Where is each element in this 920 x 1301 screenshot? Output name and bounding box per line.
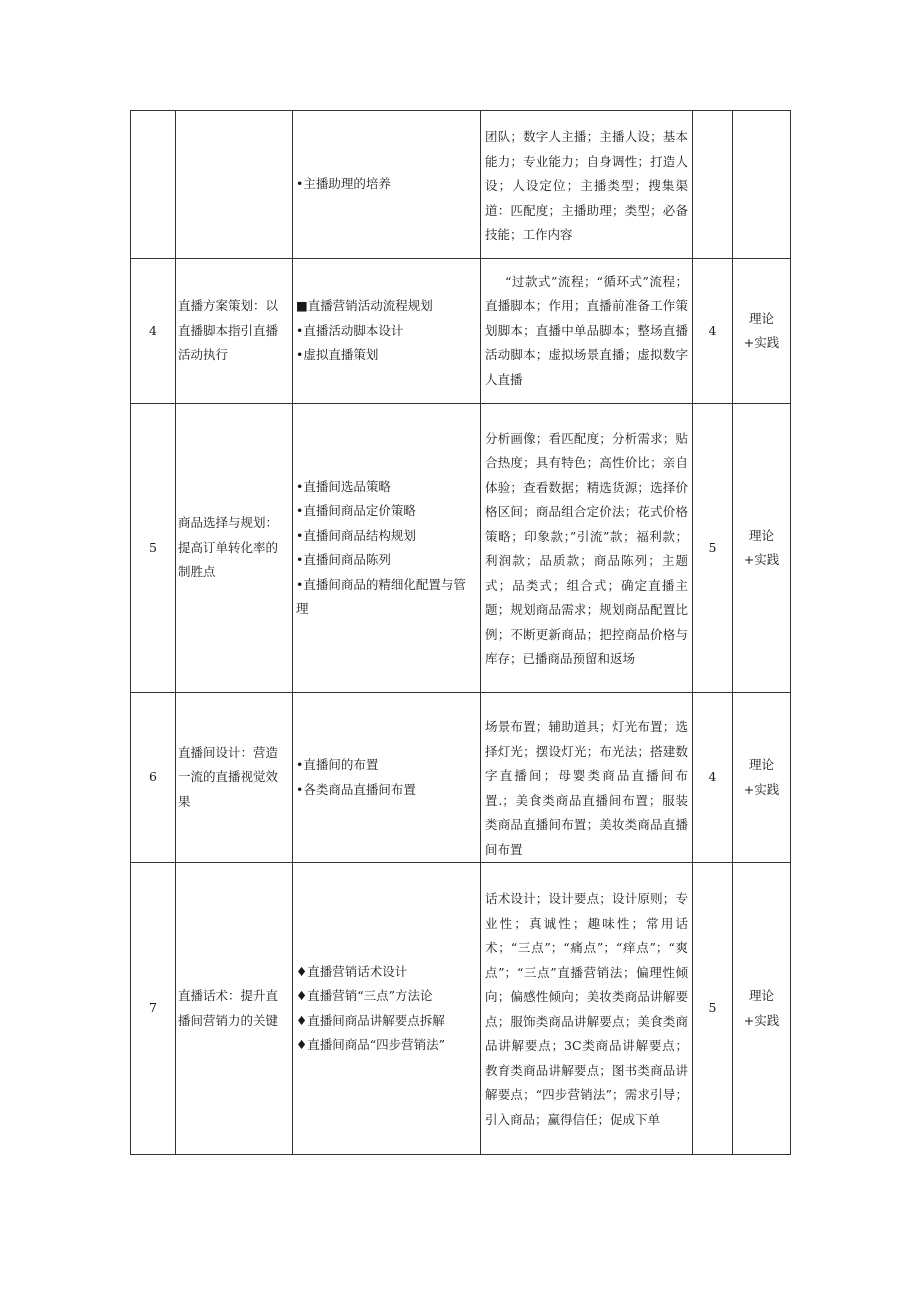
hours-cell: 5 [693,404,733,693]
topic-list [293,111,481,259]
row-number: 7 [131,863,176,1155]
topic-item: •直播活动脚本设计 [296,322,404,338]
knowledge-points-text: 场景布置；辅助道具；灯光布置；选择灯光；摆设灯光；布光法；搭建数字直播间；母婴类商品直播间布置.；美食类商品直播间布置；服装类商品直播间布置；美妆类商品直播间布置 [485,719,688,857]
hours-cell: 4 [693,259,733,404]
method-cell [733,111,791,259]
knowledge-points [481,111,693,259]
topic-list [293,693,481,863]
topic-item: •各类商品直播间布置 [296,781,416,797]
knowledge-points [481,863,693,1155]
knowledge-points-text: 话术设计；设计要点；设计原则；专业性；真诚性；趣味性；常用话术；“三点”；“痛点”；“痒点”；“爽点”；“三点”直播营销法；偏理性倾向；偏感性倾向；美妆类商品讲解要点；服饰类商品讲解要点；美食类商品讲解要点；3C类商品讲解要点；教育类商品讲解要点；图书类商品讲解要点；“四步营销法”；需求引导；引入商品；赢得信任；促成下单 [485,891,688,1127]
unit-title: 直播话术：提升直播间营销力的关键 [176,863,293,1155]
method-cell: 理论+实践 [733,693,791,863]
topic-item: ♦直播间商品讲解要点拆解 [296,1012,445,1028]
unit-title: 直播间设计：营造一流的直播视觉效果 [176,693,293,863]
topic-item: •直播间商品定价策略 [296,503,416,518]
course-outline-table [130,110,791,1155]
unit-title: 商品选择与规划：提高订单转化率的制胜点 [176,404,293,693]
knowledge-points-text: 分析画像；看匹配度；分析需求；贴合热度；具有特色；高性价比；亲自体验；查看数据；精选货源；选择价格区间；商品组合定价法；花式价格策略；印象款；”引流”款；福利款；利润款；品质款；商品陈列；主题式；品类式；组合式；确定直播主题；规划商品需求；规划商品配置比例；不断更新商品；把控商品价格与库存；已播商品预留和返场 [485,430,688,666]
knowledge-points-text: 团队；数字人主播；主播人设；基本能力；专业能力；自身调性；打造人设；人设定位；主播类型；搜集渠道：匹配度；主播助理；类型；必备技能；工作内容 [485,129,688,243]
row-number [131,111,176,259]
knowledge-points [481,259,693,404]
row-number: 5 [131,404,176,693]
topic-item: ♦直播营销话术设计 [296,963,408,979]
knowledge-points [481,693,693,863]
hours-cell [693,111,733,259]
unit-title [176,111,293,259]
topic-item: •直播间商品结构规划 [296,527,416,543]
topic-item: •直播间商品陈列 [296,552,391,567]
method-cell: 理论+实践 [733,863,791,1155]
topic-list [293,404,481,693]
method-cell: 理论+实践 [733,259,791,404]
topic-item: •主播助理的培养 [296,176,391,192]
unit-title: 直播方案策划：以直播脚本指引直播活动执行 [176,259,293,404]
table-row [131,863,791,1155]
topic-item: •虚拟直播策划 [296,347,379,363]
row-number: 6 [131,693,176,863]
knowledge-points [481,404,693,693]
table-row [131,693,791,863]
table-row [131,404,791,693]
hours-cell: 5 [693,863,733,1155]
topic-item: ■直播营销活动流程规划 [296,298,433,314]
topic-item: ♦直播间商品“四步营销法” [296,1037,445,1052]
topic-item: •直播间商品的精细化配置与管理 [296,576,466,616]
topic-item: •直播间的布置 [296,757,379,772]
method-cell: 理论+实践 [733,404,791,693]
knowledge-points-text: “过款式”流程；“循环式”流程；直播脚本；作用；直播前准备工作策划脚本；直播中单品脚本；整场直播活动脚本；虚拟场景直播；虚拟数字人直播 [485,273,688,387]
table-row [131,259,791,404]
row-number: 4 [131,259,176,404]
topic-item: •直播间选品策略 [296,478,391,494]
topic-item: ♦直播营销“三点”方法论 [296,988,433,1003]
topic-list [293,259,481,404]
hours-cell: 4 [693,693,733,863]
topic-list [293,863,481,1155]
table-row [131,111,791,259]
